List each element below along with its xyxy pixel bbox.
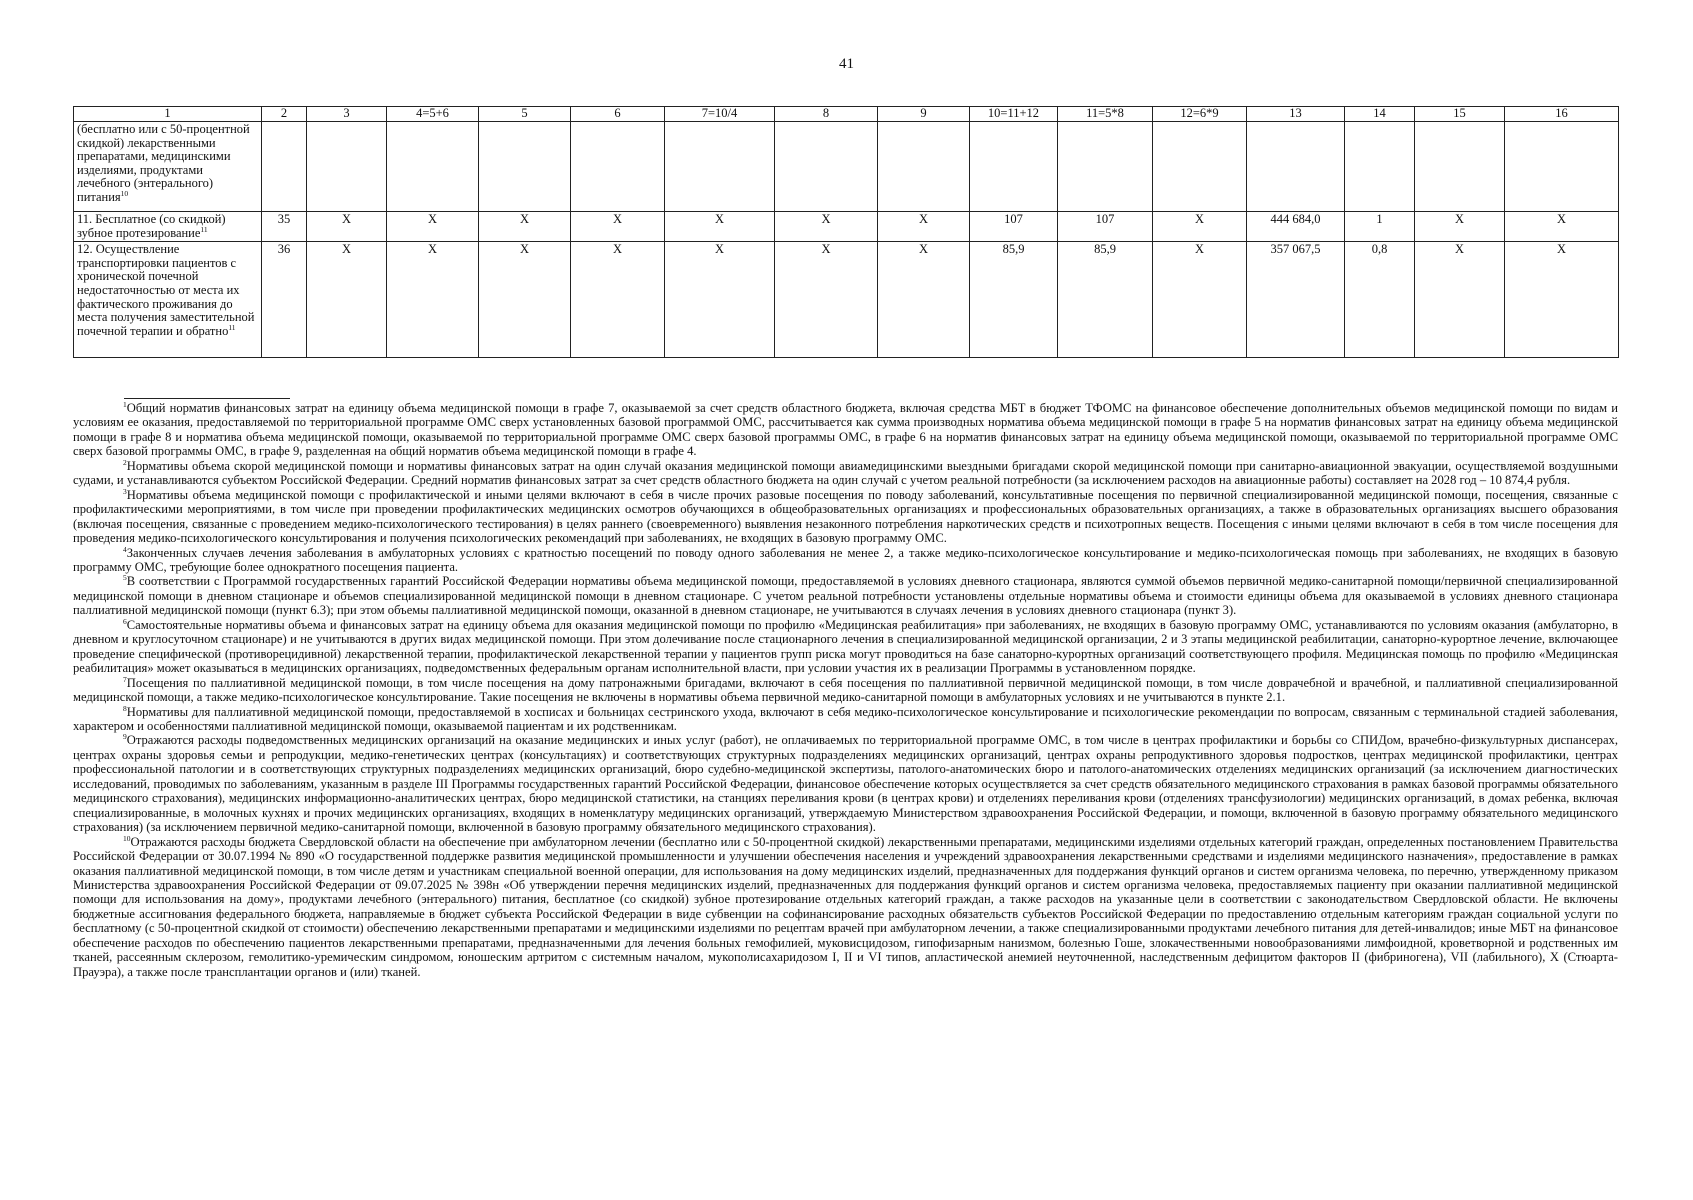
footnote-text: Посещения по паллиативной медицинской помощи, в том числе посещения на дому патронажными бригадами, включают в себя посещения по паллиативной первичной медицинской помощи, в том числе доврачебной и врачебной, и паллиативной специализированной медицинской помощи, а также медико-психологическое консультирование. Такие посещения не включены в нормативы объема первичной медико-санитарной помощи в амбулаторных условиях и не учитываются в пункте 2.1. [73,675,1618,705]
table-cell: Х [479,212,571,242]
table-cell: 0,8 [1345,242,1415,358]
table-cell: 107 [970,212,1058,242]
table-cell: Х [571,212,665,242]
table-cell: 85,9 [970,242,1058,358]
footnote-text: Самостоятельные нормативы объема и финансовых затрат на единицу объема для оказания медицинской помощи по профилю «Медицинская реабилитация» при заболеваниях, не входящих в базовую программу ОМС, устанавливаются по условиям оказания (амбулаторно, в дневном и круглосуточном стационаре) и не учитываются в других видах медицинской помощи. При этом долечивание после стационарного лечения в специализированной медицинской организации, 2 и 3 этапы медицинской реабилитации, санаторно-курортное лечение, включающее проведение специфической (противорецидивной) лекарственной терапии, профилактической лекарственной терапии у пациентов групп риска могут проводиться на базе санаторно-курортных организаций соответствующего профиля. Медицинская помощь по профилю «Медицинская реабилитация» может оказываться в медицинских организациях, подведомственных федеральным органам исполнительной власти, при условии участия их в реализации Программы в установленном порядке. [73,617,1618,676]
table-cell: Х [878,242,970,358]
column-number: 6 [571,107,665,122]
row-label [74,212,262,242]
table-cell: Х [1415,242,1505,358]
footnote [73,459,1618,488]
footnote [73,546,1618,575]
footnote-number: 5 [123,573,127,583]
table-cell: 36 [262,242,307,358]
table-cell: Х [1505,212,1619,242]
footnote [73,705,1618,734]
footnote-number: 7 [123,674,127,684]
footnote-text: Отражаются расходы подведомственных медицинских организаций на оказание медицинских и иных услуг (работ), не оплачиваемых по территориальной программе ОМС, в том числе в центрах профилактики и борьбы со СПИДом, врачебно-физкультурных диспансерах, центрах охраны здоровья семьи и репродукции, медико-генетических центрах (консультациях) и соответствующих структурных подразделениях медицинских организаций, центрах охраны репродуктивного здоровья подростков, центрах медицинской профилактики, центрах профессиональной патологии и в соответствующих структурных подразделениях медицинских организаций, бюро судебно-медицинской экспертизы, патолого-анатомических бюро и патолого-анатомических отделениях медицинских организаций (за исключением диагностических исследований, проводимых по заболеваниям, указанным в разделе III Программы государственных гарантий Российской Федерации, финансовое обеспечение которых осуществляется за счет средств обязательного медицинского страхования в рамках базовой программы обязательного медицинского страхования), медицинских информационно-аналитических центрах, бюро медицинской статистики, на станциях переливания крови (в центрах крови) и отделениях переливания крови (отделениях трансфузиологии) медицинских организаций, в домах ребенка, включая специализированные, в молочных кухнях и прочих медицинских организациях, входящих в номенклатуру медицинских организаций, утверждаемую Министерством здравоохранения Российской Федерации, и помощи, включенной в базовую программу обязательного медицинского страхования) (за исключением первичной медико-санитарной помощи, включенной в базовую программу обязательного медицинского страхования). [73,733,1618,835]
column-number: 1 [74,107,262,122]
footnote [73,733,1618,834]
footnote-number: 1 [123,399,127,409]
table-cell [878,122,970,212]
column-number: 14 [1345,107,1415,122]
page-number: 41 [839,56,854,72]
table-cell: Х [307,212,387,242]
footnote-number: 8 [123,703,127,713]
table-cell [1415,122,1505,212]
table-cell: Х [775,242,878,358]
footnote-number: 10 [123,833,131,843]
table-cell [1058,122,1153,212]
row-label [74,242,262,358]
table-cell: Х [387,242,479,358]
column-number: 2 [262,107,307,122]
table-cell: Х [387,212,479,242]
footnote-text: В соответствии с Программой государственных гарантий Российской Федерации нормативы объема медицинской помощи, предоставляемой в условиях дневного стационара, являются суммой объемов первичной медико-санитарной помощи/первичной специализированной медицинской помощи в дневном стационаре и объемов специализированной медицинской помощи в дневном стационаре. С учетом реальной потребности установлены отдельные нормативы объема и стоимости единицы объема для оказываемой в условиях дневного стационара паллиативной медицинской помощи (пункт 6.3); при этом объемы паллиативной медицинской помощи, оказанной в дневном стационаре, не учитываются в случаях лечения в условиях дневного стационара (пункт 3). [73,574,1618,618]
table-cell: Х [307,242,387,358]
footnote-separator [124,398,290,399]
column-number: 3 [307,107,387,122]
column-number: 16 [1505,107,1619,122]
row-label-text: (бесплатно или с 50-процентной скидкой) лекарственными препаратами, медицинскими изделиями, продуктами лечебного (энтерального) питания [77,122,250,204]
table-cell [1505,122,1619,212]
table-cell: Х [1505,242,1619,358]
footnote [73,835,1618,980]
table-row [74,122,1619,212]
footnote [73,401,1618,459]
row-label-text: 11. Бесплатное (со скидкой) зубное протезирование [77,212,226,240]
column-number: 15 [1415,107,1505,122]
table-cell [1247,122,1345,212]
table-cell: Х [1415,212,1505,242]
column-number: 7=10/4 [665,107,775,122]
column-number: 10=11+12 [970,107,1058,122]
table-row [74,212,1619,242]
table-cell [1153,122,1247,212]
footnote-number: 9 [123,732,127,742]
footnote-number: 6 [123,616,127,626]
footnote [73,488,1618,546]
footnote [73,618,1618,676]
table-cell: 357 067,5 [1247,242,1345,358]
footnote-ref: 11 [200,224,208,234]
table-cell: 1 [1345,212,1415,242]
table-cell: Х [775,212,878,242]
table-cell: Х [1153,242,1247,358]
table-cell [571,122,665,212]
footnote-number: 2 [123,457,127,467]
row-label [74,122,262,212]
footnote [73,676,1618,705]
row-label-text: 12. Осуществление транспортировки пациентов с хронической почечной недостаточностью от места их фактического проживания до места получения заместительной почечной терапии и обратно [77,242,255,338]
table-cell [262,122,307,212]
table-cell [775,122,878,212]
footnote [73,574,1618,617]
table-cell [307,122,387,212]
table-cell: Х [479,242,571,358]
table-cell: Х [665,212,775,242]
column-number: 5 [479,107,571,122]
table-cell [479,122,571,212]
footnote-text: Нормативы для паллиативной медицинской помощи, предоставляемой в хосписах и больницах сестринского ухода, включают в себя медико-психологическое консультирование и психологические рекомендации по вопросам, связанным с терминальной стадией заболевания, характером и особенностями паллиативной медицинской помощи, оказываемой пациентам и их родственникам. [73,704,1618,733]
column-number: 11=5*8 [1058,107,1153,122]
table-cell: Х [571,242,665,358]
column-number: 13 [1247,107,1345,122]
table-cell [1345,122,1415,212]
table-header-row [74,107,1619,122]
column-number: 8 [775,107,878,122]
table-cell [665,122,775,212]
footnote-number: 4 [123,544,127,554]
footnote-text: Нормативы объема скорой медицинской помощи и нормативы финансовых затрат на один случай оказания медицинской помощи авиамедицинскими выездными бригадами скорой медицинской помощи при санитарно-авиационной эвакуации, осуществляемой воздушными судами, и устанавливаются субъектом Российской Федерации. Средний норматив финансовых затрат за счет средств областного бюджета на один случай с учетом реальной потребности (за исключением расходов на авиационные работы) составляет на 2028 год – 10 874,4 рубля. [73,458,1618,488]
table-row [74,242,1619,358]
footnote-text: Законченных случаев лечения заболевания в амбулаторных условиях с кратностью посещений по поводу одного заболевания не менее 2, а также медико-психологическое консультирование и медико-психологическая помощь при заболеваниях, не входящих в базовую программу ОМС, требующие более однократного посещения пациента. [73,545,1618,574]
table-cell: Х [878,212,970,242]
footnote-text: Нормативы объема медицинской помощи с профилактической и иными целями включают в себя в числе прочих разовые посещения по поводу заболеваний, консультативные посещения по первичной специализированной медицинской помощи, посещения, связанные с профилактическими мероприятиями, в том числе при проведении профилактических медицинских осмотров обучающихся в общеобразовательных организациях и профессиональных образовательных организациях, а также в образовательных организациях высшего образования (включая посещения, связанные с проведением медико-психологического тестирования) в целях раннего (своевременного) выявления незаконного потребления наркотических средств и психотропных веществ. Посещения с иными целями включают в себя в том числе посещения для проведения медико-психологического консультирования и получения психологических рекомендаций при заболеваниях, не входящих в базовую программу ОМС. [73,487,1618,546]
footnote-number: 3 [123,486,127,496]
column-number: 9 [878,107,970,122]
data-table [73,106,1619,358]
footnote-text: Общий норматив финансовых затрат на единицу объема медицинской помощи в графе 7, оказываемой за счет средств областного бюджета, включая средства МБТ в бюджет ТФОМС на финансовое обеспечение дополнительных объемов медицинской помощи по видам и условиям ее оказания, предоставляемой по территориальной программе ОМС сверх установленных базовой программой ОМС, рассчитывается как сумма производных норматива объема медицинской помощи в графе 5 на норматив финансовых затрат на единицу объема медицинской помощи в графе 8 и норматива объема медицинской помощи, оказываемой по территориальной программе ОМС сверх базовой программы ОМС, в графе 6 на норматив финансовых затрат на единицу объема медицинской помощи, оказываемой по территориальной программе ОМС сверх базовой программы ОМС, в графе 9, разделенная на общий норматив объема медицинской помощи в графе 4. [73,401,1618,459]
table-cell: Х [665,242,775,358]
column-number: 4=5+6 [387,107,479,122]
column-number: 12=6*9 [1153,107,1247,122]
table-cell: 107 [1058,212,1153,242]
table-cell: Х [1153,212,1247,242]
table-cell: 85,9 [1058,242,1153,358]
table-cell: 444 684,0 [1247,212,1345,242]
footnote-text: Отражаются расходы бюджета Свердловской области на обеспечение при амбулаторном лечении (бесплатно или с 50-процентной скидкой) лекарственными препаратами, медицинскими изделиями отдельных категорий граждан, определенных постановлением Правительства Российской Федерации от 30.07.1994 № 890 «О государственной поддержке развития медицинской промышленности и улучшении обеспечения населения и учреждений здравоохранения лекарственными средствами и изделиями медицинского назначения», предоставление в рамках оказания паллиативной медицинской помощи, в том числе детям и участникам специальной военной операции, для использования на дому медицинских изделий, предназначенных для поддержания функций органов и систем организма человека, по перечню, утвержденному приказом Министерства здравоохранения Российской Федерации от 09.07.2025 № 398н «Об утверждении перечня медицинских изделий, предназначенных для поддержания функций органов и систем организма человека, предоставляемых пациенту при оказании паллиативной медицинской помощи для использования на дому», продуктами лечебного (энтерального) питания, бесплатное (со скидкой) зубное протезирование отдельных категорий граждан, а также расходов на указанные цели в соответствии с законодательством Свердловской области. Не включены бюджетные ассигнования федерального бюджета, направляемые в бюджет субъекта Российской Федерации в виде субвенции на софинансирование расходных обязательств субъектов Российской Федерации по предоставлению отдельным категориям граждан социальной услуги по бесплатному (с 50-процентной скидкой от стоимости) обеспечению лекарственными препаратами и медицинскими изделиями по рецептам врачей при амбулаторном лечении, а также специализированными продуктами лечебного питания для детей-инвалидов; иные МБТ на финансовое обеспечение расходов по обеспечению пациентов лекарственными препаратами, предназначенными для лечения больных гемофилией, муковисцидозом, гипофизарным нанизмом, болезнью Гоше, злокачественными новообразованиями лимфоидной, кроветворной и родственных им тканей, рассеянным склерозом, гемолитико-уремическим синдромом, юношеским артритом с системным началом, мукополисахаридозом I, II и VI типов, апластической анемией неуточненной, наследственным дефицитом факторов II (фибриногена), VII (лабильного), X (Стюарта-Прауэра), а также после трансплантации органов и (или) тканей. [73,834,1618,979]
footnotes [73,401,1618,979]
table-cell: 35 [262,212,307,242]
table-cell [387,122,479,212]
footnote-ref: 11 [228,322,236,332]
footnote-ref: 10 [120,188,129,198]
table-cell [970,122,1058,212]
